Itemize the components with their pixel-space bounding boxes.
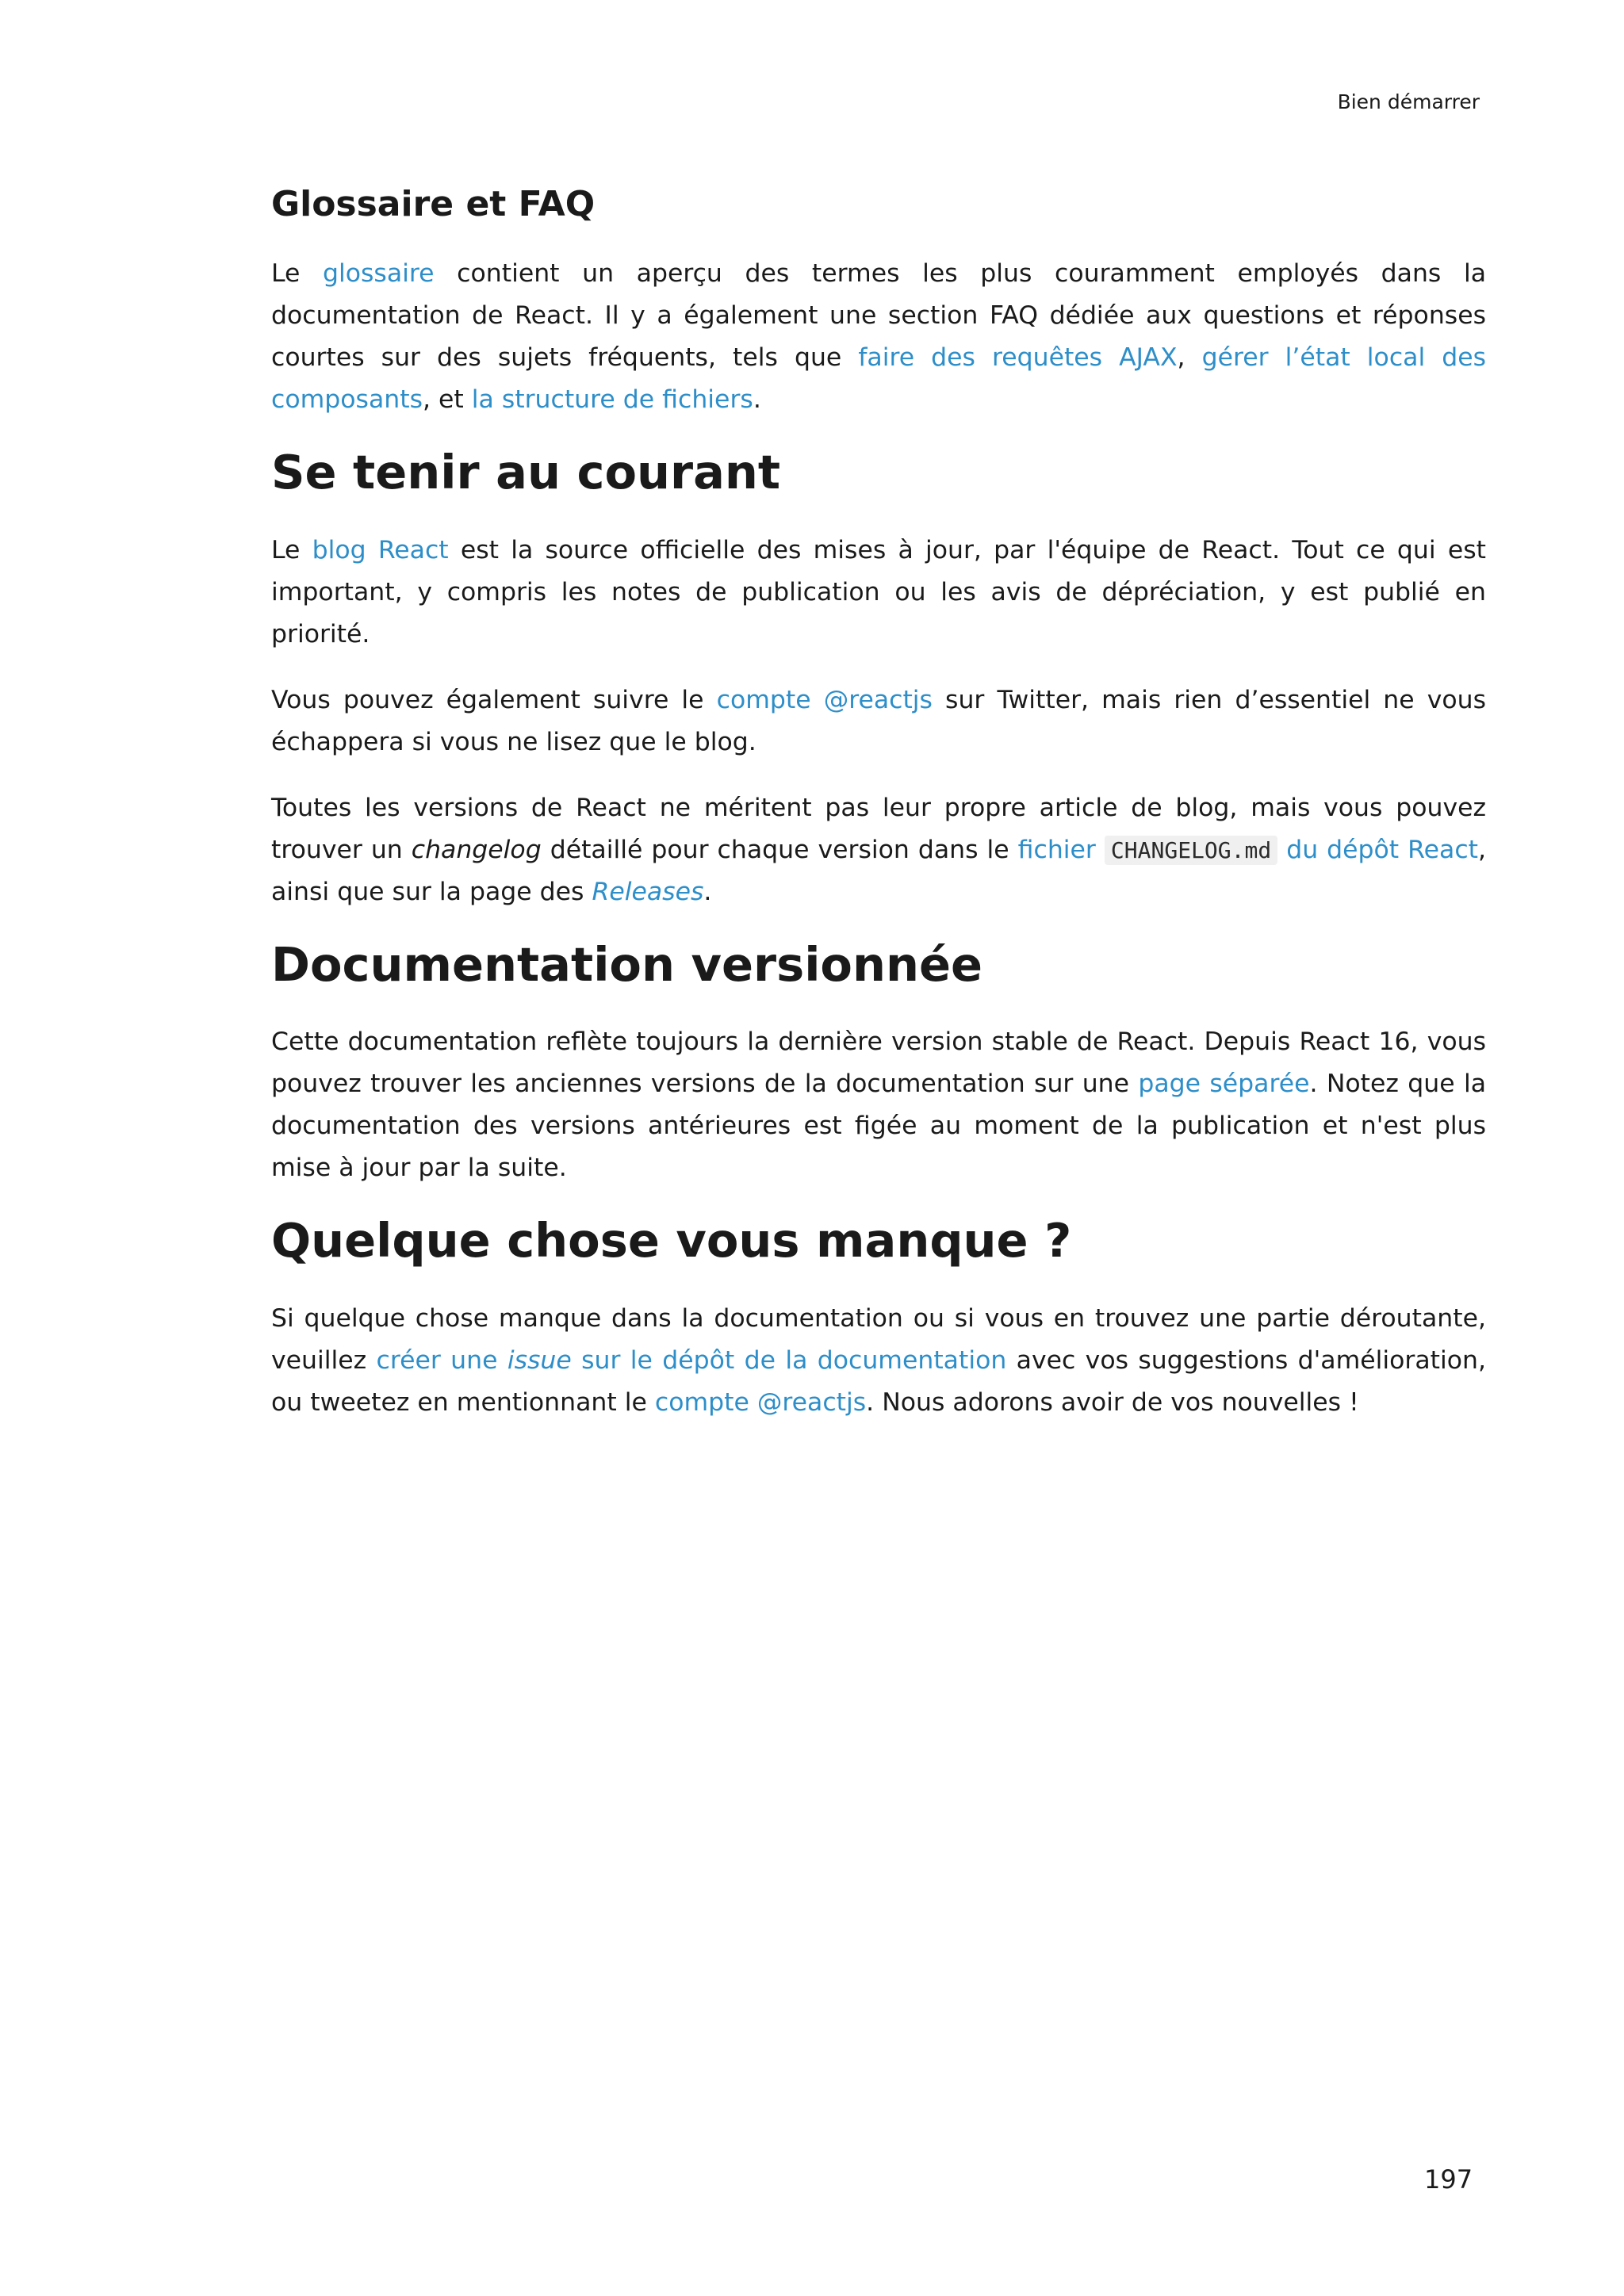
link-create-issue[interactable]	[377, 1346, 1007, 1375]
section-title-staying-current: Se tenir au courant	[271, 444, 781, 499]
link-react-repo[interactable]: du dépôt React	[1277, 835, 1478, 864]
link-changelog-file[interactable]: fichier	[1017, 835, 1096, 864]
text: . Nous adorons avoir de vos nouvelles !	[866, 1388, 1359, 1418]
link-twitter-account-2[interactable]: compte @reactjs	[654, 1388, 867, 1418]
text: . Notez que la documentation des versions antérieures est figée au moment de la publication et n'est plus mise à jour par la suite.	[271, 1070, 1487, 1183]
page-content	[271, 184, 1486, 1448]
releases-emphasis: Releases	[592, 877, 704, 906]
link-ajax[interactable]: faire des requêtes AJAX	[858, 342, 1178, 372]
text: Le	[271, 258, 323, 288]
text: Cette documentation reflète toujours la dernière version stable de React. Depuis React 16, vous pouvez trouver les anciennes versions de la documentation sur une	[271, 1027, 1486, 1099]
link-releases[interactable]	[592, 878, 703, 906]
text	[1096, 836, 1105, 864]
link-component-state[interactable]: gérer l’état local des composants	[271, 342, 1487, 414]
text: , et	[422, 385, 472, 414]
link-glossary[interactable]: glossaire	[323, 258, 435, 288]
text: détaillé pour chaque version dans le	[541, 835, 1018, 864]
paragraph-glossary	[271, 253, 1486, 421]
link-react-blog[interactable]: blog React	[312, 535, 449, 564]
text: .	[753, 385, 761, 414]
link-twitter-account[interactable]: compte @reactjs	[716, 685, 933, 714]
text: avec vos suggestions d'amélioration, ou tweetez en mentionnant le	[271, 1346, 1487, 1418]
link-text: sur le dépôt de la documentation	[571, 1346, 1007, 1376]
text: Si quelque chose manque dans la documentation ou si vous en trouvez une partie déroutante, veuillez	[271, 1304, 1486, 1376]
link-separate-page[interactable]: page séparée	[1138, 1070, 1310, 1099]
paragraph-twitter	[271, 679, 1486, 763]
paragraph-changelog	[271, 787, 1486, 913]
changelog-emphasis: changelog	[411, 835, 542, 864]
page-number: 197	[1424, 2164, 1473, 2195]
text: , ainsi que sur la page des	[271, 835, 1486, 906]
link-text: créer une	[376, 1346, 508, 1376]
text: Le	[271, 535, 312, 564]
text: est la source officielle des mises à jour, par l'équipe de React. Tout ce qui est important, y compris les notes de publication ou les avis de dépréciation, y est publié en priorité.	[271, 535, 1486, 649]
section-title-glossary: Glossaire et FAQ	[271, 184, 596, 224]
issue-emphasis: issue	[507, 1346, 572, 1376]
changelog-filename[interactable]: CHANGELOG.md	[1105, 836, 1277, 865]
text: contient un aperçu des termes les plus couramment employés dans la documentation de React. Il y a également une section FAQ dédiée aux questions et réponses courtes sur des sujets fréquents, tels que	[271, 258, 1486, 372]
paragraph-missing	[271, 1298, 1486, 1424]
text: Vous pouvez également suivre le	[271, 685, 717, 714]
running-header: Bien démarrer	[1337, 90, 1480, 113]
text: ,	[1177, 342, 1202, 372]
link-file-structure[interactable]: la structure de fichiers	[471, 385, 753, 414]
text: .	[703, 877, 712, 906]
paragraph-blog	[271, 530, 1486, 656]
text: sur Twitter, mais rien d’essentiel ne vous échappera si vous ne lisez que le blog.	[271, 685, 1487, 756]
text: Toutes les versions de React ne méritent pas leur propre article de blog, mais vous pouvez trouver un	[271, 793, 1486, 864]
section-title-versioned-docs: Documentation versionnée	[271, 936, 982, 992]
section-title-something-missing: Quelque chose vous manque ?	[271, 1213, 1072, 1269]
paragraph-versioned	[271, 1021, 1486, 1189]
